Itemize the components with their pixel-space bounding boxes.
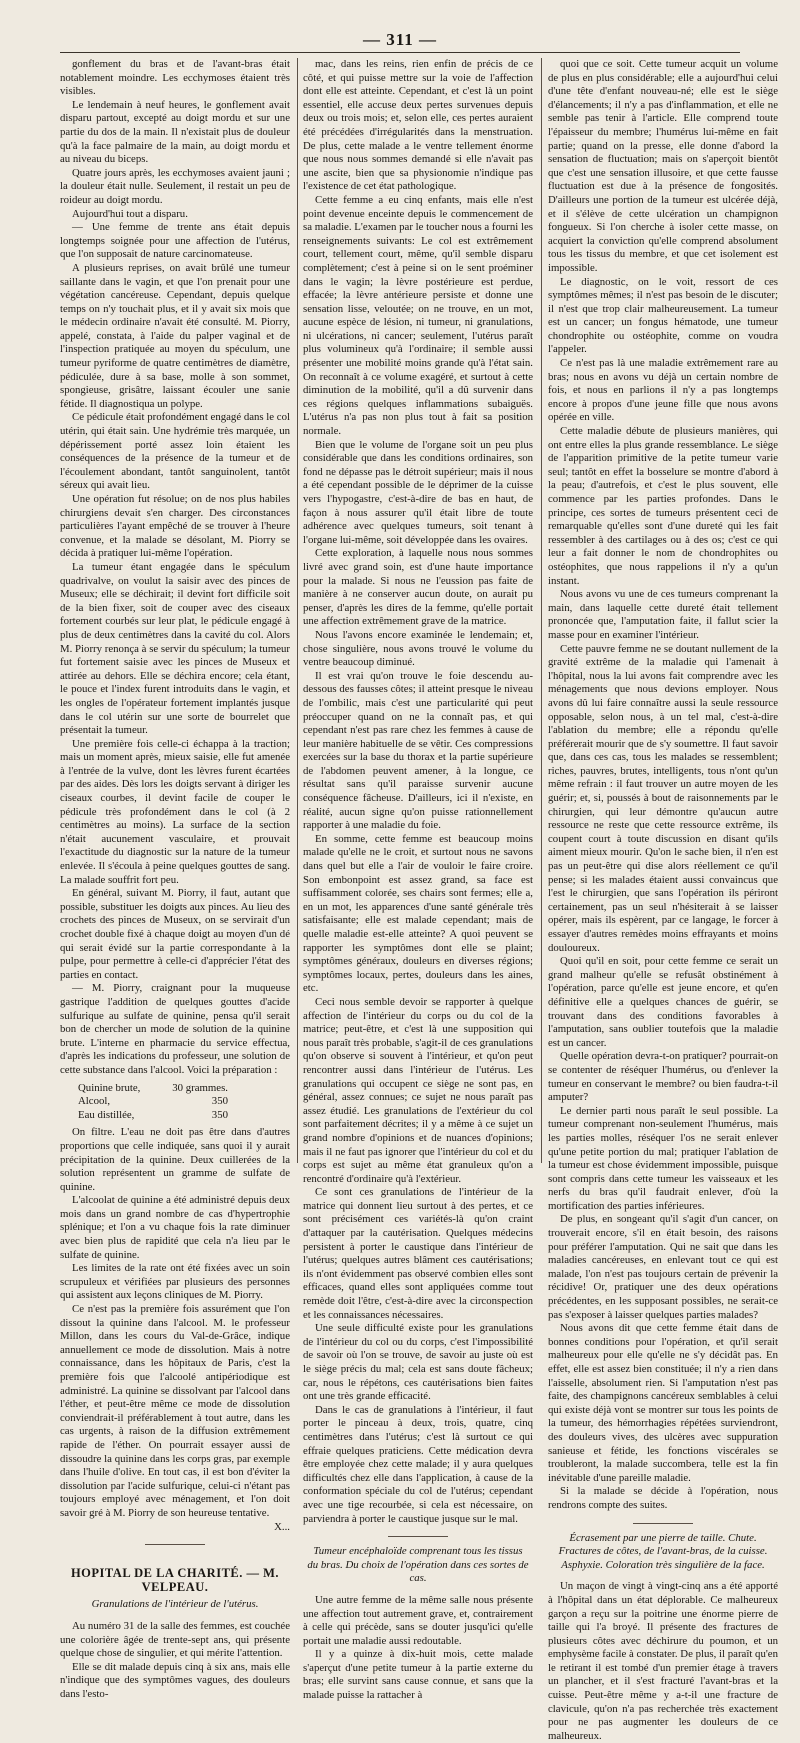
formula-name: Eau distillée,: [78, 1108, 135, 1121]
article-subtitle: Tumeur encéphaloïde comprenant tous les tissus du bras. Du choix de l'opération dans ces sortes de cas.: [307, 1545, 529, 1585]
column-2: [303, 58, 533, 1702]
paragraph: — M. Piorry, craignant pour la muqueuse gastrique l'addition de quelques gouttes d'acide sulfurique au sulfate de quinine, pensa qu'il serait bon de chercher un mode de solution de la quinine brute. L'interne en pharmacie du service effectua, d'après les indications du professeur, une solution de cette substance dans l'alcool. Voici la préparation :: [60, 982, 290, 1076]
article-subtitle: Écrasement par une pierre de taille. Chute. Fractures de côtes, de l'avant-bras, de la cuisse. Asphyxie. Coloration très singulière de la face.: [558, 1531, 768, 1571]
formula-qty: 30 grammes.: [172, 1081, 228, 1094]
paragraph: Aujourd'hui tout a disparu.: [72, 207, 188, 220]
paragraph: Un maçon de vingt à vingt-cinq ans a été apporté à l'hôpital dans un état déplorable. Ce malheureux garçon a reçu sur la poitrine une énorme pierre de taille qui l'a broyé. Il présente des fractures de plusieurs côtes avec déchirure du poumon, et un emphysème facile à constater. De plus, il paraît qu'en le retirant il est tombé d'un premier étage à travers un plancher, et il s'est fracturé l'avant-bras et la cuisse. Peut-être même y a-t-il une fracture de clavicule, qu'on n'a pas recherchée très exactement pour ne pas augmenter les douleurs de ce malheureux.: [548, 1580, 778, 1742]
text-columns: [60, 58, 780, 1742]
paragraph: Quelle opération devra-t-on pratiquer? pourrait-on se contenter de réséquer l'humérus, ou d'enlever la tumeur en conservant le membre? ou bien faudra-t-il amputer?: [548, 1050, 778, 1104]
paragraph: Ce n'est pas là une maladie extrêmement rare au bras; nous en avons vu déjà un certain nombre de fois, et nous en parlions il n'y a pas longtemps encore à propos d'une jeune fille que nous avons opérée en ville.: [548, 357, 778, 424]
column-1: [60, 58, 290, 1700]
paragraph: Il est vrai qu'on trouve le foie descendu au-dessous des fausses côtes; il atteint presque le niveau de l'ombilic, mais c'est une particularité qui peut préoccuper quand on ne la connaît pas, et qui cependant n'est pas rare chez les femmes à cause de leur manière habituelle de se vêtir. Ces compressions exercées sur la base du thorax et la partie supérieure de l'abdomen peuvent amener, à la longue, ce résultat sans qu'il paraisse survenir aucune conséquence fâcheuse. D'ailleurs, ici il n'existe, en réalité, aucun signe qu'on puisse rationnellement rapporter à une maladie du foie.: [303, 669, 533, 832]
paragraph: Nous avons dit que cette femme était dans de bonnes conditions pour l'opération, et qu'il serait malheureux pour elle qu'elle ne s'y décidât pas. En effet, elle est assez bien constituée; il n'y a rien dans l'aisselle, absolument rien. Si l'amputation n'est pas faite, des champignons cancéreux semblables à celui qui existe déjà vont se montrer sur tous les points de la tumeur, des hémorrhagies répétées surviendront, des douleurs vives, des ulcères avec suppuration sanieuse et fétide, les fonctions viscérales se troubleront, la malade succombera, telle est la fin inévitable d'une pareille maladie.: [548, 1322, 778, 1484]
section-divider: [145, 1544, 205, 1545]
paragraph: La tumeur étant engagée dans le spéculum quadrivalve, on voulut la saisir avec des pinces de Museux; elle se déchirait; il devint fort difficile soit de la bien fixer, soit de couper avec des ciseaux fortement courbés sur leur plat, le pédicule engagé à plus de deux centimètres dans la cavité du col. Alors M. Piorry renonça à se servir du spéculum; la tumeur fut fortement saisie avec les pinces de Museux et attirée au dehors. Elle se déchira encore; cela étant, le pouce et l'index furent introduits dans le vagin, et les ongles de l'opérateur fortement implantés jusque dans le col utérin sur une sorte de bourrelet que présentait la tumeur.: [60, 560, 290, 737]
paragraph: Nous avons vu une de ces tumeurs comprenant la main, dans laquelle cette dureté était tellement prononcée que, l'amputation faite, il fallut scier la masse pour en examiner l'intérieur.: [548, 588, 778, 641]
paragraph: Quatre jours après, les ecchymoses avaient jauni ; la douleur était nulle. Seulement, il restait un peu de roideur au doigt mordu.: [60, 166, 290, 206]
paragraph: Le dernier parti nous paraît le seul possible. La tumeur comprenant non-seulement l'humérus, mais les parties molles, réséquer l'os ne serait enlever qu'une petite portion du mal; pratiquer l'ablation de la tumeur est chose évidemment impossible, puisque sont compris dans cette tumeur les vaisseaux et les nerfs du bras qu'il faudrait enlever, d'où la mortification des parties inférieures.: [548, 1104, 778, 1212]
paragraph: Ce sont ces granulations de l'intérieur de la matrice qui donnent lieu surtout à des pertes, et ce sont précisément ces variétés-là qu'on craint d'attaquer par la cautérisation. Quelques médecins persistent à porter le caustique dans l'intérieur de l'utérus; quelques autres blâment ces cautérisations; ils n'ont évidemment pas observé combien elles sont efficaces, quand elles sont appliquées comme tout remède doit l'être, c'est-à-dire avec la circonspection et les connaissances nécessaires.: [303, 1186, 533, 1321]
paragraph: L'alcoolat de quinine a été administré depuis deux mois dans un grand nombre de cas d'hypertrophie splénique; et l'on a vu chaque fois la rate diminuer avec bien plus de rapidité que cela n'a lieu par le sulfate de quinine.: [60, 1194, 290, 1261]
formula-row: [78, 1082, 228, 1096]
page-header: [60, 30, 740, 53]
formula-row: [78, 1095, 228, 1109]
paragraph: gonflement du bras et de l'avant-bras était notablement moindre. Les ecchymoses étaient très visibles.: [60, 58, 290, 98]
formula-qty: 350: [211, 1108, 228, 1121]
paragraph: Bien que le volume de l'organe soit un peu plus considérable que dans les conditions ordinaires, son fond ne dépasse pas le détroit supérieur; mais il nous a été cependant possible de le déprimer de la cuisse vers l'hypogastre, c'est-à-dire de bas en haut, de façon à nous assurer qu'il était libre de toute adhérence avec quelques tumeurs, soit tenant à l'organe lui-même, soit développée dans les ovaires.: [303, 438, 533, 546]
paragraph: Les limites de la rate ont été fixées avec un soin scrupuleux et vérifiées par plusieurs des personnes qui assistent aux leçons cliniques de M. Piorry.: [60, 1262, 290, 1302]
column-2-paragraphs-2: [303, 1594, 533, 1703]
paragraph: Une opération fut résolue; on de nos plus habiles chirurgiens devait s'en charger. Des circonstances particulières l'ayant empêché de se trouver à l'heure convenue, et la malade se désolant, M. Piorry se décida à pratiquer lui-même l'opération.: [60, 493, 290, 560]
author-signature: X...: [274, 1520, 290, 1533]
section-divider: [388, 1536, 448, 1537]
paragraph: Cette pauvre femme ne se doutant nullement de la gravité extrême de la maladie qui l'amenait à l'hôpital, nous la lui avons fait comprendre avec les ménagements que nous devions employer. Nous avons dû lui faire connaître aussi la seule ressource opposable, selon nous, à un tel mal, c'est-à-dire l'ablation du membre; elle a répondu qu'elle préférerait mourir que de s'y soumettre. Il faut savoir que, dans ces cas, tous les malades se ressemblent; riches, pauvres, brutes, intelligents, tous n'ont qu'un même refrain : il faut trouver un autre moyen de les guérir; et, si, poussés à bout de raisonnements par le chirurgien, qui leur démontre qu'aucun autre ressource ne reste que cette ressource extrême, ils coupent court à toute discussion en disant qu'ils aiment mieux mourir. Qu'on le sache bien, il n'en est pas un peut-être qui dise alors réellement ce qu'il pense; si les malades étaient aussi convaincus que l'est le chirurgien, que sans l'opération ils périront certainement, pas un seul n'hésiterait à se laisser opérer, mais ils espèrent, par ce langage, le forcer à essayer d'autres remèdes moins effrayants et moins douloureux.: [548, 642, 778, 954]
section-subtitle: Granulations de l'intérieur de l'utérus.: [91, 1598, 259, 1611]
page-number: — 311 —: [362, 30, 438, 49]
paragraph: Le lendemain à neuf heures, le gonflement avait disparu partout, excepté au doigt mordu et sur une partie du dos de la main. Il n'existait plus de douleur qu'à la face palmaire de la main, au doigt mordu et au niveau du biceps.: [60, 98, 290, 166]
paragraph: Ce n'est pas la première fois assurément que l'on dissout la quinine dans l'alcool. M. le professeur Millon, dans les cours du Val-de-Grâce, indique annuellement ce mode de dissolution. Mais à notre connaissance, dans les hôpitaux de Paris, c'est la première fois que l'alcoolé antipériodique est administré. La quinine se dissolvant par l'alcool dans l'éther, et peut-être même ce mode de dissolution conviendrait-il préférablement à tout autre, dans les cas urgents, à raison de la diffusion extrêmement rapide de l'éther. On pourrait essayer aussi de dissoudre la quinine dans les corps gras, par exemple dans l'huile d'olive. En tout cas, il est bon d'éviter la dissolution par l'acide sulfurique, celui-ci n'étant pas toujours employé avec ménagement, et l'on doit savoir gré à M. Piorry de son heureuse tentative.: [60, 1303, 290, 1519]
paragraph: Si la malade se décide à l'opération, nous rendrons compte des suites.: [548, 1485, 778, 1511]
paragraph: quoi que ce soit. Cette tumeur acquit un volume de plus en plus considérable; elle a aujourd'hui celui d'une tête d'enfant nouveau-né; elle est le siège d'élancements; il n'y a pas d'inflammation, et elle ne semble pas tenir à l'article. Elle comprend toute l'épaisseur du membre; l'humérus lui-même en fait partie; quand on la presse, elle donne d'abord la sensation de fluctuation; mais on s'aperçoit bientôt que c'est une sensation illusoire, et que cette fausse fluctuation est due à la présence de fongosités. D'ailleurs une portion de la tumeur est ulcérée déjà, et il s'élève de cette ulcération un champignon fongueux. Si l'on cherche à isoler cette masse, on acquiert la conviction qu'elle comprend absolument tous les tissus du membre, et que cet isolement est impossible.: [548, 58, 778, 274]
paragraph: En somme, cette femme est beaucoup moins malade qu'elle ne le croit, et surtout nous ne savons dans quel but elle a l'air de vouloir le faire croire. Son embonpoint est assez grand, sa face est suffisamment colorée, ses chairs sont fermes; elle a, en un mot, les apparences d'une santé générale très satisfaisante; elle est malade cependant; mais de quelle maladie est-elle atteinte? A quoi peuvent se rapporter les symptômes dont elle se plaint; symptômes généraux, douleurs en diverses régions; symptômes locaux, pertes, douleurs dans les aines, etc.: [303, 832, 533, 995]
quinine-formula: [78, 1082, 290, 1123]
column-2-paragraphs: [303, 58, 533, 1526]
paragraph: Quoi qu'il en soit, pour cette femme ce serait un grand malheur qu'elle se refusât obstinément à l'opération, parce qu'elle est jeune encore, et qu'en définitive elle a quelques chances de guérir, se trouvant dans des conditions favorables à l'amputation, sans oublier toutefois que la maladie est un cancer.: [548, 955, 778, 1049]
formula-name: Quinine brute,: [78, 1081, 141, 1094]
column-3: [548, 58, 778, 1742]
paragraph: Nous l'avons encore examinée le lendemain; et, chose singulière, nous avons trouvé le volume du ventre beaucoup diminué.: [303, 628, 533, 669]
column-3-paragraphs: [548, 58, 778, 1513]
column-rule: [541, 58, 542, 1163]
paragraph: Elle se dit malade depuis cinq à six ans, mais elle n'indique que des symptômes vagues, des douleurs dans l'esto-: [60, 1660, 290, 1700]
paragraph: On filtre. L'eau ne doit pas être dans d'autres proportions que celle indiquée, sans quoi il y aurait précipitation de la quinine. Deux cuillerées de la solution représentent un gramme de sulfate de quinine.: [60, 1126, 290, 1193]
paragraph: De plus, en songeant qu'il s'agit d'un cancer, on trouverait encore, s'il en était besoin, des raisons pour préférer l'amputation. Qui ne sait que dans les maladies cancéreuses, en enlevant tout ce qui est malade, l'on n'est pas toujours certain de prévenir la récidive! Or, pratiquer une des deux opérations précédentes, en les supposant possibles, ne serait-ce pas s'exposer à laisser quelques parties malades?: [548, 1213, 778, 1321]
column-1-paragraphs-3: [60, 1620, 290, 1702]
column-1-paragraphs-2: [60, 1126, 290, 1520]
section-title: HOPITAL DE LA CHARITÉ. — M. VELPEAU.: [70, 1566, 280, 1594]
formula-name: Alcool,: [78, 1095, 111, 1108]
paragraph: Le diagnostic, on le voit, ressort de ces symptômes mêmes; il n'est pas besoin de le discuter; il n'est que trop clair malheureusement. La tumeur est un cancer; un fongus hématode, une tumeur chondrophite ou ostéophite, comme on voudra l'appeler.: [548, 275, 778, 356]
paragraph: Ceci nous semble devoir se rapporter à quelque affection de l'intérieur du corps ou du col de la matrice; peut-être, et c'est là une supposition qui nous paraît très probable, s'agit-il de ces granulations qu'on observe si souvent à l'intérieur, et qu'on peut rencontrer aussi dans l'intérieur de l'utérus. Les granulations qui occupent ce siège ne sont pas, en général, assez connues; ce sujet ne nous paraît pas assez étudié. Les granulations de l'extérieur du col sont parfaitement décrites; il y a même à ce sujet un grand nombre d'opinions et de nuances d'opinions; mais il ne faut pas ignorer que l'intérieur du col et du corps est sujet au même état granuleux qu'on a rencontré d'ordinaire qu'à l'extérieur.: [303, 995, 533, 1185]
paragraph: Une seule difficulté existe pour les granulations de l'intérieur du col ou du corps, c'est l'impossibilité de savoir où l'on se trouve, de savoir au juste où est le siège précis du mal; cela est sans doute fâcheux; car, nous le répétons, ces cautérisations bien faites ont une très grande efficacité.: [303, 1322, 533, 1403]
paragraph: mac, dans les reins, rien enfin de précis de ce côté, et qui puisse mettre sur la voie de l'affection dont elle est atteinte. Cependant, et c'est là un point essentiel, elle accuse deux pertes survenues depuis deux ou trois mois; et, selon elle, ces pertes auraient été précédées d'irrégularités dans la menstruation. De plus, cette malade a le ventre tellement énorme que nous nous sommes demandé si elle n'avait pas une ascite, bien que sa physionomie n'indique pas l'existence de cet état pathologique.: [303, 58, 533, 193]
paragraph: En général, suivant M. Piorry, il faut, autant que possible, substituer les doigts aux pinces. Au lieu des crochets des pinces de Museux, on se servirait d'un crochet double fixé à chaque doigt au moyen d'un dé qui serait évidé sur la partie correspondante à la pulpe, pour permettre à celle-ci d'apprécier l'état des parties en contact.: [60, 887, 290, 981]
paragraph: A plusieurs reprises, on avait brûlé une tumeur saillante dans le vagin, et que l'on prenait pour une végétation cancéreuse. Cependant, depuis quelque temps on n'y touchait plus, et il y avait six mois que le médecin ordinaire n'avait été consulté. M. Piorry, appelé, constata, à l'aide du palper vaginal et de l'inspection pratiquée au moyen du spéculum, une tumeur pyriforme de quatre centimètres de diamètre, pédiculée, dure à sa base, molle à son sommet, spongieuse, grisâtre, laissant écouler une sanie fétide. Il diagnostiqua un polype.: [60, 261, 290, 410]
column-1-paragraphs: [60, 58, 290, 1078]
paragraph: Cette femme a eu cinq enfants, mais elle n'est point devenue enceinte depuis le commencement de sa maladie. L'examen par le toucher nous a fourni les renseignements suivants: Le col est extrêmement court, tellement court, même, qu'il semble disparu complètement; c'est à peine si on le sent proéminer dans le vagin; la lèvre postérieure est perdue, effacée; la lèvre antérieure persiste et donne une sensation lisse, veloutée; on ne trouve, en un mot, aucune espèce de lésion, ni tumeur, ni granulations, ni ulcérations, ni cancer; seulement, l'utérus paraît plus volumineux qu'à l'ordinaire; il semble aussi présenter une mobilité moins grande qu'à l'état sain. On reconnaît à ce volume exagéré, et surtout à cette diminution de la mobilité, qu'il a dû survenir dans ces régions quelques inflammations subaiguës. L'utérus n'a pas non plus tout à fait sa position normale.: [303, 193, 533, 438]
paragraph: Il y a quinze à dix-huit mois, cette malade s'aperçut d'une petite tumeur à la partie externe du bras; elle survint sans cause connue, et sans que la malade puisse la rattacher à: [303, 1648, 533, 1702]
paragraph: Une première fois celle-ci échappa à la traction; mais un moment après, mieux saisie, elle fut amenée à l'entrée de la vulve, dont les lèvres furent écartées par des aides. Dès lors les doigts servant à diriger les ciseaux courbes, il devint facile de couper le pédicule très profondément dans le col (à 2 centimètres au moins). La surface de la section n'était aucunement vasculaire, et prouvait l'exactitude du diagnostic sur la nature de la tumeur enlevée. Il s'écoula à peine quelques gouttes de sang. La malade souffrit fort peu.: [60, 737, 290, 886]
section-divider: [633, 1523, 693, 1524]
formula-qty: 350: [211, 1095, 228, 1108]
paragraph: Cette exploration, à laquelle nous nous sommes livré avec grand soin, est d'une haute importance pour la malade. Si nous ne l'eussion pas faite de manière à ne conserver aucun doute, on aurait pu penser, d'après les dires de la femme, qu'elle portait une affection extrêmement grave de la matrice.: [303, 547, 533, 628]
paragraph: Ce pédicule était profondément engagé dans le col utérin, qui était sain. Une hydrémie très marquée, un dépérissement porté assez loin étaient les conséquences de la présence de la tumeur et de l'écoulement abondant, tantôt sanguinolent, tantôt séreux qui avait lieu.: [60, 411, 290, 492]
paragraph: Au numéro 31 de la salle des femmes, est couchée une colorière âgée de trente-sept ans, qui présente quelque chose de singulier, et qui mérite l'attention.: [60, 1619, 290, 1660]
paragraph: Cette maladie débute de plusieurs manières, qui ont entre elles la plus grande ressemblance. Le siège de l'apparition primitive de la petite tumeur varie seul; tantôt en effet la bosselure se montre d'abord à la peau; d'autrefois, et c'est le plus souvent, elle commence par les parties profondes. Dans le principe, ces sortes de tumeurs présentent ceci de remarquable qu'elles sont d'une dureté qui les fait ressembler à des cartilages ou à des os; c'est ce qui leur a fait donner le nom de chondrophites ou ostéophites, que nous rappelions il n'y a qu'un instant.: [548, 425, 778, 587]
paragraph: — Une femme de trente ans était depuis longtemps soignée pour une affection de l'utérus, que l'on supposait de nature carcinomateuse.: [60, 221, 290, 261]
paragraph: Dans le cas de granulations à l'intérieur, il faut porter le pinceau à deux, trois, quatre, cinq centimètres dans l'utérus; c'est là surtout ce qui effraie quelques praticiens. Cette médication devra être employée chez cette malade; il y aura quelques difficultés chez elle dans l'application, à cause de la conformation spéciale du col de l'utérus; cependant avec une tige recourbée, si cela est nécessaire, on parviendra à porter le caustique jusque sur le mal.: [303, 1403, 533, 1525]
paragraph: Une autre femme de la même salle nous présente une affection tout autrement grave, et, contrairement à celle qui précède, sans se douter jusqu'ici qu'elle portait une maladie aussi redoutable.: [303, 1593, 533, 1647]
column-rule: [297, 58, 298, 1163]
formula-row: [78, 1109, 228, 1123]
column-3-paragraphs-2: [548, 1580, 778, 1743]
